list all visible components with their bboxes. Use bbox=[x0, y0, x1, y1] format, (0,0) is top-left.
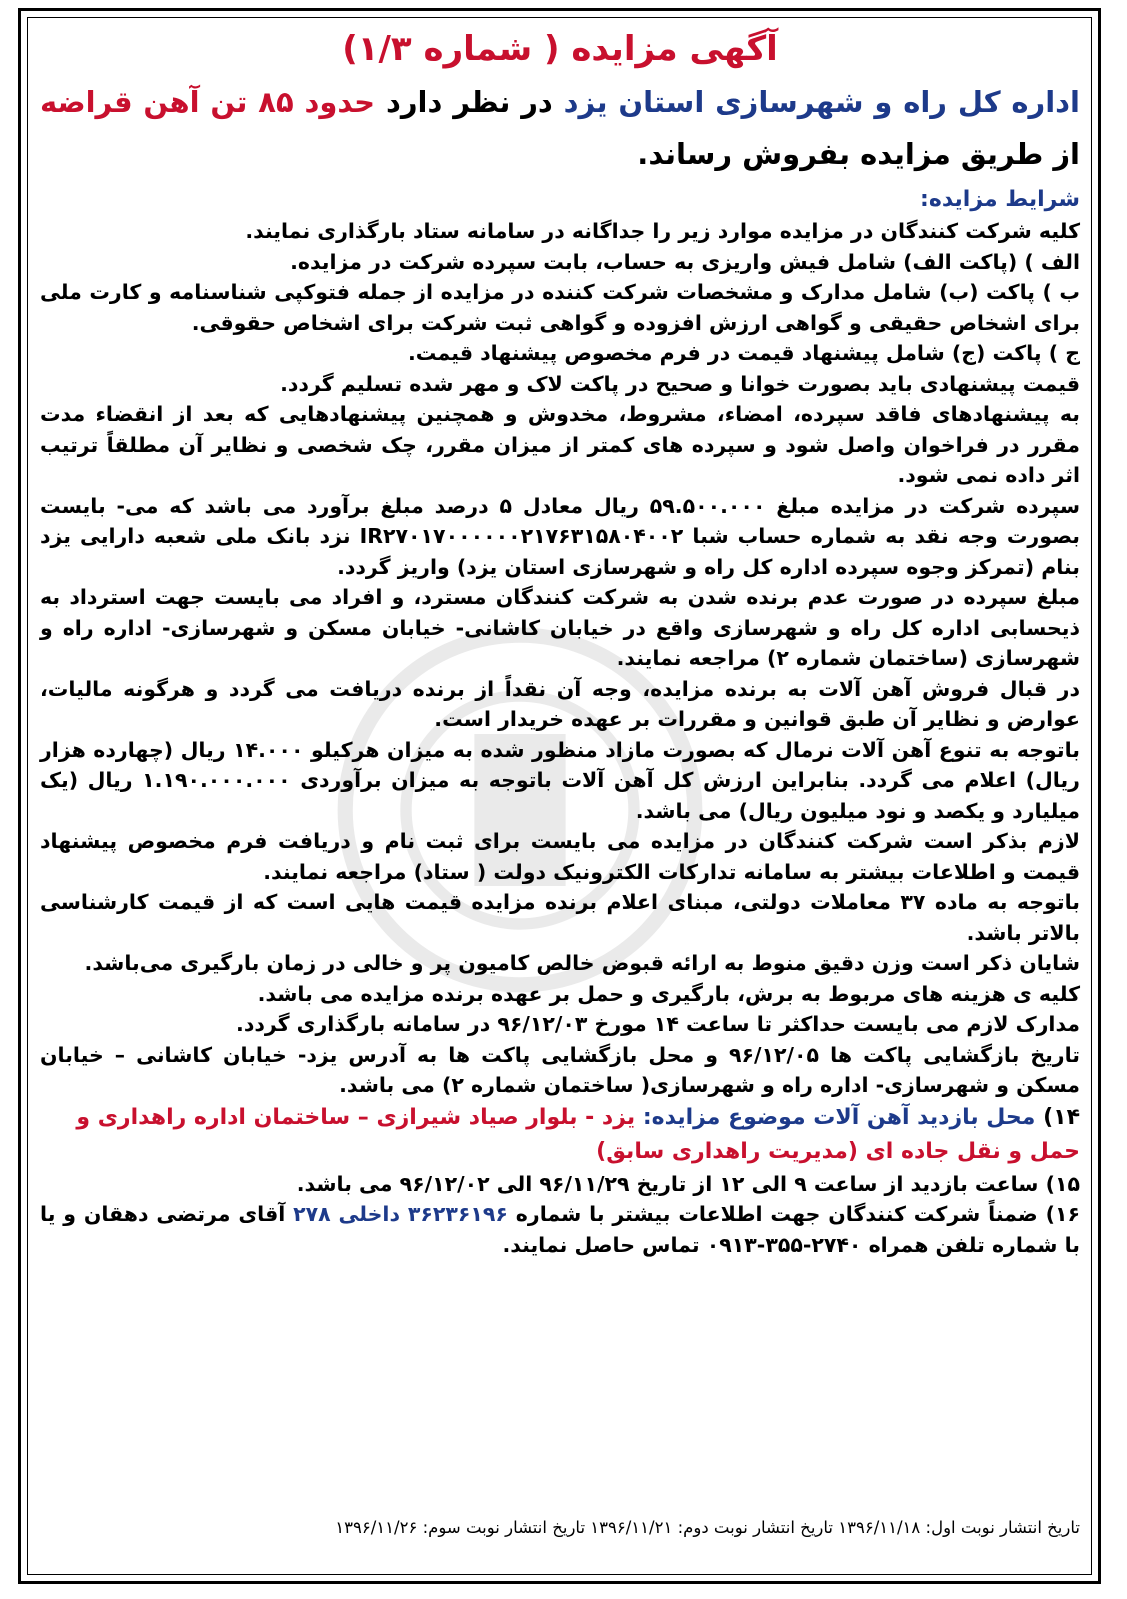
item-number: ۱۴) bbox=[1043, 1104, 1080, 1130]
item-14-visit-location bbox=[40, 1101, 1080, 1169]
announcement bbox=[40, 26, 1080, 1260]
contact-phone: ۳۶۲۳۶۱۹۶ داخلی ۲۷۸ bbox=[293, 1202, 508, 1226]
lead-end: از طریق مزایده بفروش رساند. bbox=[637, 137, 1080, 171]
publication-dates: تاریخ انتشار نوبت اول: ۱۳۹۶/۱۱/۱۸ تاریخ انتشار نوبت دوم: ۱۳۹۶/۱۱/۲۱ تاریخ انتشار نوبت سوم: ۱۳۹۶/۱۱/۲۶ bbox=[335, 1518, 1080, 1537]
paragraph: کلیه شرکت کنندگان در مزایده موارد زیر را جداگانه در سامانه ستاد بارگذاری نمایند. bbox=[245, 219, 1080, 243]
visit-location-value: یزد - بلوار صیاد شیرازی – ساختمان اداره راهداری و حمل و نقل جاده ای (مدیریت راهداری سابق) bbox=[76, 1104, 1080, 1164]
visit-location-label: محل بازدید آهن آلات موضوع مزایده: bbox=[642, 1104, 1036, 1130]
paragraph: سپرده شرکت در مزایده مبلغ ۵۹.۵۰۰.۰۰۰ ریال معادل ۵ درصد مبلغ برآورد می باشد که می- بایست بصورت وجه نقد به شماره حساب شبا IR۲۷۰۱۷۰۰۰۰۰۰۲۱۷۶۳۱۵۸۰۴۰۰۲ نزد بانک ملی شعبه دارایی یزد بنام (تمرکز وجوه سپرده اداره کل راه و شهرسازی استان یزد) واریز گردد. bbox=[40, 493, 1080, 579]
paragraph: در قبال فروش آهن آلات به برنده مزایده، وجه آن نقداً از برنده دریافت می گردد و هرگونه مالیات، عوارض و نظایر آن طبق قوانین و مقررات بر عهده خریدار است. bbox=[40, 676, 1080, 731]
paragraph: مبلغ سپرده در صورت عدم برنده شدن به شرکت کنندگان مسترد، و افراد می بایست جهت استرداد به ذیحسابی اداره کل راه و شهرسازی واقع در خیابان کاشانی- خیابان مسکن و شهرسازی- اداره راه و شهرسازی (ساختمان شماره ۲) مراجعه نمایند. bbox=[40, 585, 1080, 670]
paragraph: شایان ذکر است وزن دقیق منوط به ارائه قبوض خالص کامیون پر و خالی در زمان بارگیری می‌باشد. bbox=[84, 951, 1080, 975]
lead-mid: در نظر دارد bbox=[375, 85, 564, 119]
item-15-visit-hours: ۱۵) ساعت بازدید از ساعت ۹ الی ۱۲ از تاریخ ۹۶/۱۱/۲۹ الی ۹۶/۱۲/۰۲ می باشد. bbox=[296, 1171, 1080, 1196]
paragraph: مدارک لازم می بایست حداکثر تا ساعت ۱۴ مورخ ۹۶/۱۲/۰۳ در سامانه بارگذاری گردد. bbox=[236, 1012, 1080, 1036]
paragraph: باتوجه به ماده ۳۷ معاملات دولتی، مبنای اعلام برنده مزایده قیمت هایی است که از قیمت کارشناسی بالاتر باشد. bbox=[40, 890, 1080, 945]
paragraph: ب ) پاکت (ب) شامل مدارک و مشخصات شرکت کننده در مزایده از جمله فتوکپی شناسنامه و کارت ملی برای اشخاص حقیقی و گواهی ارزش افزوده و گواهی ثبت شرکت برای اشخاص حقوقی. bbox=[40, 280, 1080, 335]
lead-amount: حدود ۸۵ تن آهن قراضه bbox=[40, 85, 376, 119]
contact-text-a: ۱۶) ضمناً شرکت کنندگان جهت اطلاعات بیشتر با شماره bbox=[507, 1202, 1080, 1226]
lead-paragraph bbox=[40, 76, 1080, 180]
contact-text-b: آقای مرتضی دهقان و یا با شماره تلفن همراه ۲۷۴۰-۳۵۵-۰۹۱۳ تماس حاصل نمایند. bbox=[40, 1202, 1080, 1257]
conditions-heading: شرایط مزایده: bbox=[920, 187, 1080, 212]
paragraph: الف ) (پاکت الف) شامل فیش واریزی به حساب، بابت سپرده شرکت در مزایده. bbox=[290, 249, 1080, 274]
paragraph: ج ) پاکت (ج) شامل پیشنهاد قیمت در فرم مخصوص پیشنهاد قیمت. bbox=[408, 341, 1080, 365]
paragraph: باتوجه به تنوع آهن آلات نرمال که بصورت مازاد منظور شده به میزان هرکیلو ۱۴.۰۰۰ ریال (چهارده هزار ریال) اعلام می گردد. بنابراین ارزش کل آهن آلات باتوجه به میزان برآوردی ۱.۱۹۰.۰۰۰.۰۰۰ ریال (یک میلیارد و یکصد و نود میلیون ریال) می باشد. bbox=[40, 737, 1080, 823]
paragraph: قیمت پیشنهادی باید بصورت خوانا و صحیح در پاکت لاک و مهر شده تسلیم گردد. bbox=[280, 371, 1080, 396]
paragraph: به پیشنهادهای فاقد سپرده، امضاء، مشروط، مخدوش و همچنین پیشنهادهایی که بعد از انقضاء مدت مقرر در فراخوان واصل شود و سپرده های کمتر از میزان مقرر، چک شخصی و نظایر آن مطلقاً ترتیب اثر داده نمی شود. bbox=[40, 402, 1080, 487]
paragraph: تاریخ بازگشایی پاکت ها ۹۶/۱۲/۰۵ و محل بازگشایی پاکت ها به آدرس یزد- خیابان کاشانی – خیابان مسکن و شهرسازی- اداره راه و شهرسازی( ساختمان شماره ۲) می باشد. bbox=[40, 1042, 1080, 1097]
organization-name: اداره کل راه و شهرسازی استان یزد bbox=[563, 85, 1081, 119]
item-16-contact bbox=[40, 1199, 1080, 1260]
paragraph: کلیه ی هزینه های مربوط به برش، بارگیری و حمل بر عهده برنده مزایده می باشد. bbox=[257, 981, 1080, 1006]
paragraph: لازم بذکر است شرکت کنندگان در مزایده می بایست برای ثبت نام و دریافت فرم مخصوص پیشنهاد قیمت و اطلاعات بیشتر به سامانه تدارکات الکترونیک دولت ( ستاد) مراجعه نمایند. bbox=[40, 829, 1080, 884]
page-title: آگهی مزایده ( شماره ۱/۳) bbox=[342, 29, 778, 69]
